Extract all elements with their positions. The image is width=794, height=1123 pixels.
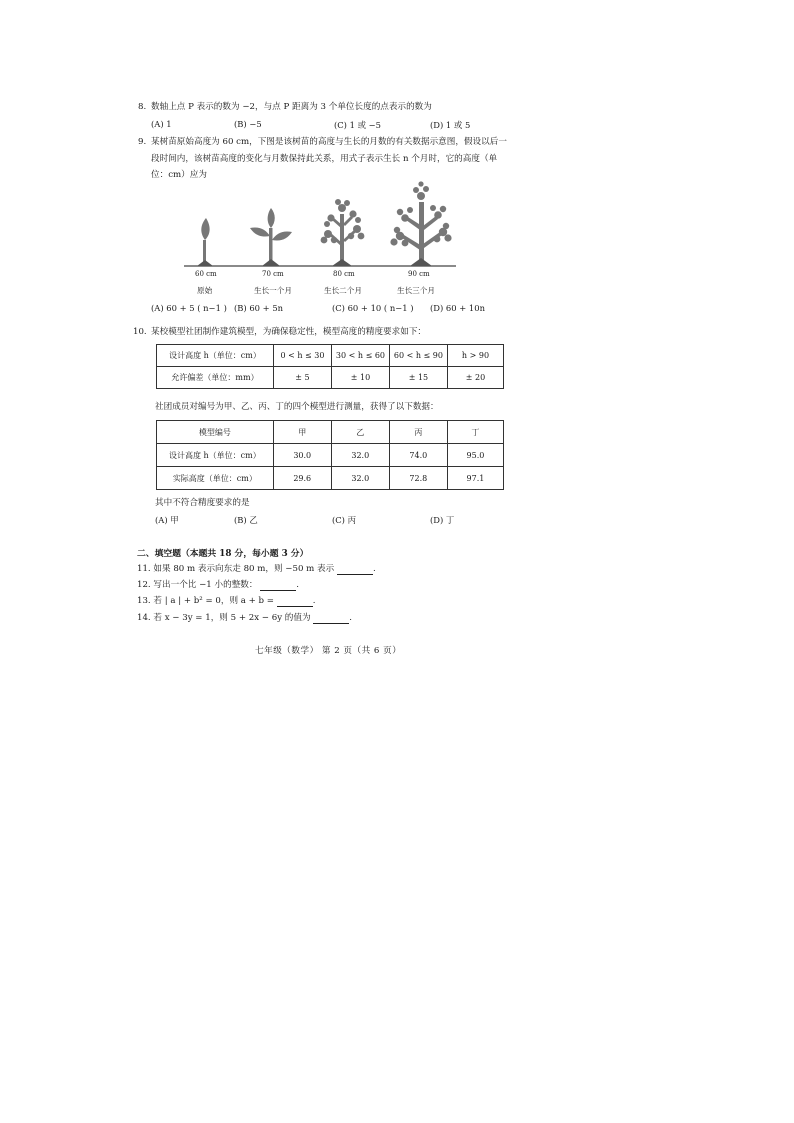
q9-option-a: (A) 60 + 5 ( n−1 ): [151, 303, 227, 313]
q8-stem: 数轴上点 P 表示的数为 −2，与点 P 距离为 3 个单位长度的点表示的数为: [151, 102, 432, 112]
plant-4-height: 90 cm: [408, 270, 430, 278]
q10-number: 10.: [133, 327, 147, 337]
table-cell: 32.0: [331, 444, 389, 467]
q11-stem: 如果 80 m 表示向东走 80 m，则 −50 m 表示: [153, 564, 335, 574]
plant-1-height: 60 cm: [195, 270, 217, 278]
q13-period: .: [312, 596, 316, 606]
table-cell: 设计高度 h（单位：cm）: [157, 444, 274, 467]
table-cell: 允许偏差（单位：mm）: [157, 367, 274, 389]
q13-number: 13.: [137, 596, 151, 606]
plant-2-height: 70 cm: [262, 270, 284, 278]
plant-2-one-month: [250, 208, 292, 266]
q9-option-c: (C) 60 + 10 ( n−1 ): [332, 303, 414, 313]
q8-option-a: (A) 1: [151, 119, 172, 129]
plant-3-two-months: [321, 199, 365, 266]
q10-option-c: (C) 丙: [332, 515, 356, 525]
q10-option-b: (B) 乙: [234, 515, 258, 525]
table-cell: h > 90: [447, 345, 503, 367]
table-header-cell: 甲: [273, 421, 331, 444]
q14-period: .: [349, 613, 353, 623]
tree-growth-figure: [180, 180, 470, 272]
q10-option-d: (D) 丁: [430, 515, 455, 525]
table-row: [157, 345, 504, 367]
q14-answer-blank[interactable]: [313, 614, 349, 624]
table-cell: 74.0: [389, 444, 447, 467]
q8-option-c: (C) 1 或 −5: [334, 120, 381, 130]
q14-number: 14.: [137, 613, 151, 623]
table-header-cell: 乙: [331, 421, 389, 444]
q9-stem-line-1: 某树苗原始高度为 60 cm，下图是该树苗的高度与生长的月数的有关数据示意图，假设以后一: [151, 137, 507, 147]
q9-number: 9.: [138, 137, 147, 147]
q12-stem: 写出一个比 −1 小的整数：: [153, 580, 258, 590]
q10-question: 其中不符合精度要求的是: [155, 498, 250, 508]
plant-4-stage: 生长三个月: [397, 286, 435, 295]
table-cell: 实际高度（单位：cm）: [157, 467, 274, 490]
plant-1-seedling: [197, 218, 213, 266]
q13-answer-blank[interactable]: [277, 597, 313, 607]
table-cell: 30 < h ≤ 60: [331, 345, 389, 367]
table-cell: 32.0: [331, 467, 389, 490]
q12-number: 12.: [137, 580, 151, 590]
table-cell: 设计高度 h（单位：cm）: [157, 345, 274, 367]
table-cell: ± 20: [447, 367, 503, 389]
q12-line: [137, 579, 299, 591]
tolerance-table: [156, 344, 504, 389]
q8-number: 8.: [138, 102, 147, 112]
q9-stem-line-3: 位：cm）应为: [151, 170, 207, 180]
section-2-heading: 二、填空题（本题共 18 分，每小题 3 分）: [137, 549, 309, 559]
table-cell: ± 5: [273, 367, 331, 389]
q11-line: [137, 563, 376, 575]
q11-answer-blank[interactable]: [337, 565, 373, 575]
plant-1-stage: 原始: [197, 286, 213, 295]
q9-option-d: (D) 60 + 10n: [430, 303, 485, 313]
table-cell: 0 < h ≤ 30: [273, 345, 331, 367]
table-cell: 60 < h ≤ 90: [389, 345, 447, 367]
q9-stem-line-2: 段时间内，该树苗高度的变化与月数保持此关系，用式子表示生长 n 个月时，它的高度（单: [151, 154, 498, 164]
table-cell: 72.8: [389, 467, 447, 490]
table-row: [157, 421, 504, 444]
table-header-cell: 丙: [389, 421, 447, 444]
q13-stem: 若 | a | + b² = 0，则 a + b =: [153, 596, 274, 606]
table-cell: 95.0: [447, 444, 503, 467]
q10-measurement-intro: 社团成员对编号为甲、乙、丙、丁的四个模型进行测量，获得了以下数据：: [155, 402, 439, 412]
table-header-cell: 丁: [447, 421, 503, 444]
table-cell: 29.6: [273, 467, 331, 490]
q11-period: .: [372, 564, 376, 574]
q11-number: 11.: [137, 564, 151, 574]
page-footer: 七年级（数学） 第 2 页（共 6 页）: [255, 646, 402, 656]
q14-stem: 若 x − 3y = 1，则 5 + 2x − 6y 的值为: [153, 613, 311, 623]
table-cell: 97.1: [447, 467, 503, 490]
q12-answer-blank[interactable]: [260, 581, 296, 591]
q9-option-b: (B) 60 + 5n: [234, 303, 284, 313]
table-cell: ± 10: [331, 367, 389, 389]
q10-option-a: (A) 甲: [155, 515, 179, 525]
q8-option-d: (D) 1 或 5: [430, 120, 471, 130]
plant-4-three-months: [390, 181, 451, 266]
q12-period: .: [296, 580, 299, 590]
table-header-cell: 模型编号: [157, 421, 274, 444]
q10-stem: 某校模型社团制作建筑模型，为确保稳定性，模型高度的精度要求如下：: [151, 327, 427, 337]
q8-option-b: (B) −5: [234, 119, 262, 129]
plant-3-height: 80 cm: [333, 270, 355, 278]
table-cell: ± 15: [389, 367, 447, 389]
table-row: [157, 367, 504, 389]
table-row: [157, 467, 504, 490]
plant-2-stage: 生长一个月: [254, 286, 292, 295]
q14-line: [137, 612, 352, 624]
table-row: [157, 444, 504, 467]
measurement-table: [156, 420, 504, 490]
q13-line: [137, 595, 315, 607]
table-cell: 30.0: [273, 444, 331, 467]
plant-3-stage: 生长二个月: [324, 286, 362, 295]
